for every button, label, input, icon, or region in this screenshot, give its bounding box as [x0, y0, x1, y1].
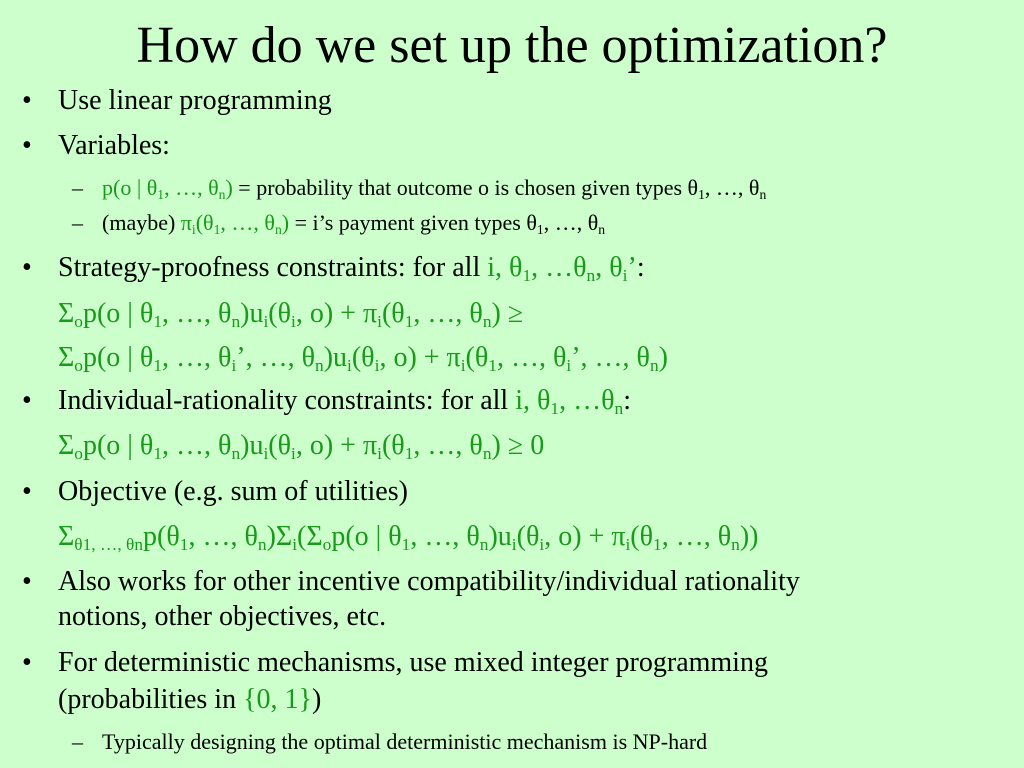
bullet-variables: Variables: — [58, 130, 170, 161]
sub-bullet-marker: – — [72, 210, 83, 235]
bullet-objective: Objective (e.g. sum of utilities) — [58, 476, 408, 507]
bullet-linear-programming: Use linear programming — [58, 85, 332, 116]
bullet-marker: • — [22, 385, 32, 416]
bullet-deterministic-line2: (probabilities in {0, 1}) — [58, 684, 322, 715]
bullet-marker: • — [22, 566, 32, 597]
bullet-strategy-proofness: Strategy-proofness constraints: for all i, $\theta_1$, $\dots\theta_n$, $\theta_i$’: — [58, 252, 645, 285]
formula-objective: $\Sigma_{\theta 1, \dots, \theta n}p(\theta_1$, …, $\theta_n)\Sigma_i(\Sigma_op(o$ | $\theta_1$, …, $\theta_n)u_i(\theta_i$, $o) + \pi_i(\theta_1$, …, $\theta_n$)) — [58, 521, 759, 554]
bullet-also-works-line2: notions, other objectives, etc. — [58, 601, 387, 632]
bullet-deterministic-line1: For deterministic mechanisms, use mixed integer programming — [58, 647, 768, 678]
sub-bullet-np-hard: Typically designing the optimal deterministic mechanism is NP-hard — [102, 729, 708, 754]
formula-ir: $\Sigma_op(o$ | $\theta_1$, …, $\theta_n)u_i(\theta_i$, $o) + \pi_i(\theta_1$, …, $\theta_n) \ge 0$ — [58, 430, 545, 463]
sub-bullet-variable-pi: (maybe) $\pi_i(\theta_1$, …, $\theta_n$) = i’s payment given types $\theta_1$, …, $\theta_n$ — [102, 210, 606, 237]
bullet-also-works-line1: Also works for other incentive compatibility/individual rationality — [58, 566, 800, 597]
sub-bullet-variable-p: p(o | $\theta_1$, …, $\theta_n$) = probability that outcome o is chosen given types $\theta_1$, …, $\theta_n$ — [102, 175, 767, 202]
bullet-individual-rationality: Individual-rationality constraints: for all i, $\theta_1$, $\dots\theta_n$: — [58, 385, 631, 418]
bullet-marker: • — [22, 647, 32, 678]
bullet-marker: • — [22, 476, 32, 507]
bullet-marker: • — [22, 252, 32, 283]
formula-sp-rhs: $\Sigma_op(o$ | $\theta_1$, …, $\theta_i$’, …, $\theta_n)u_i(\theta_i$, $o) + \pi_i(\theta_1$, …, $\theta_i$’, …, $\theta_n$) — [58, 342, 668, 375]
sub-bullet-marker: – — [72, 729, 83, 754]
slide-title: How do we set up the optimization? — [136, 17, 888, 74]
formula-sp-lhs: $\Sigma_op(o$ | $\theta_1$, …, $\theta_n)u_i(\theta_i$, $o) + \pi_i(\theta_1$, …, $\theta_n$) ≥ — [58, 298, 524, 331]
sub-bullet-marker: – — [72, 175, 83, 200]
bullet-marker: • — [22, 130, 32, 161]
bullet-marker: • — [22, 85, 32, 116]
